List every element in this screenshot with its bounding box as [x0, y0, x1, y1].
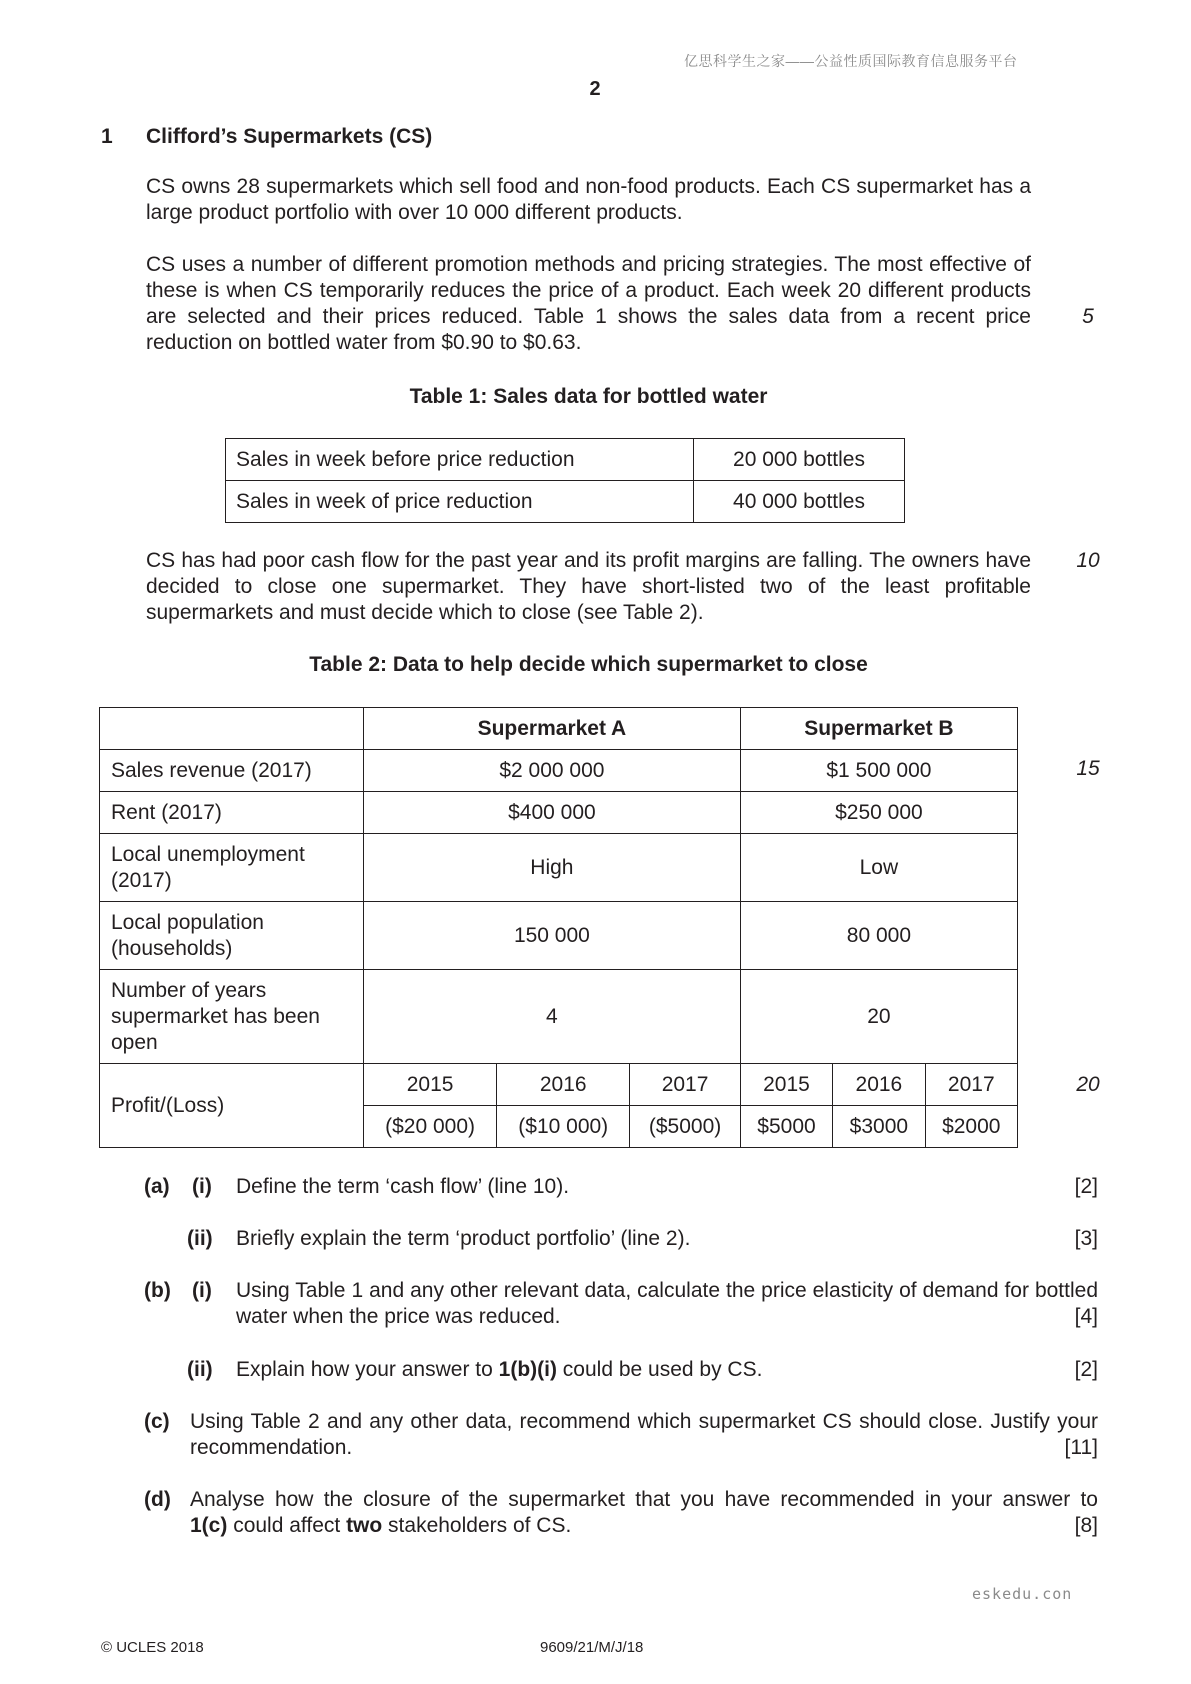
cell-a: 4: [364, 970, 741, 1064]
table1-label: Sales in week of price reduction: [226, 481, 694, 523]
part-b-ii-label: (ii): [187, 1358, 213, 1381]
question-number: 1: [101, 125, 113, 148]
header-supermarket-a: Supermarket A: [364, 708, 741, 750]
part-a-i-label: (i): [192, 1175, 212, 1198]
question-title: Clifford’s Supermarkets (CS): [146, 125, 433, 148]
profit-b: $5000: [740, 1106, 832, 1148]
header-supermarket-b: Supermarket B: [740, 708, 1017, 750]
table1-value: 20 000 bottles: [694, 439, 905, 481]
part-a-i-marks: [2]: [1074, 1175, 1098, 1198]
footer-copyright: © UCLES 2018: [101, 1639, 204, 1656]
line-number-20: 20: [1076, 1073, 1100, 1096]
cell-a: High: [364, 834, 741, 902]
row-label: Rent (2017): [100, 792, 364, 834]
table2-caption: Table 2: Data to help decide which supermarket to close: [309, 653, 868, 676]
part-d-text-line2: [190, 1513, 990, 1539]
table-row: [100, 902, 1018, 970]
profit-b: $3000: [833, 1106, 925, 1148]
table-row: [226, 439, 905, 481]
part-b-ii-text: [236, 1357, 1016, 1383]
line-number-15: 15: [1076, 757, 1100, 780]
table-row: [100, 792, 1018, 834]
part-b-i-marks: [4]: [1074, 1305, 1098, 1328]
line-number-5: 5: [1082, 305, 1094, 328]
part-d-emph: two: [346, 1514, 383, 1537]
row-label: Profit/(Loss): [100, 1064, 364, 1148]
table-row: [100, 750, 1018, 792]
table2: [99, 707, 1018, 1148]
paragraph-3: CS has had poor cash flow for the past year and its profit margins are falling. The owners have decided to close one supermarket. They have short-listed two of the least profitable supermarkets and must decide which to close (see Table 2).: [146, 549, 1031, 624]
page-number: 2: [589, 78, 601, 100]
table-row: [226, 481, 905, 523]
line-number-10: 10: [1076, 549, 1100, 572]
part-b-i-label: (i): [192, 1279, 212, 1302]
part-c-label: (c): [144, 1410, 170, 1433]
cell-b: $1 500 000: [740, 750, 1017, 792]
cell-b: 80 000: [740, 902, 1017, 970]
profit-a: ($5000): [630, 1106, 740, 1148]
table1-label: Sales in week before price reduction: [226, 439, 694, 481]
cell-a: 150 000: [364, 902, 741, 970]
part-d-text-end: stakeholders of CS.: [382, 1514, 572, 1537]
table1: [225, 438, 905, 523]
part-a-ii-marks: [3]: [1074, 1227, 1098, 1250]
profit-a: ($10 000): [497, 1106, 630, 1148]
profit-a: ($20 000): [364, 1106, 497, 1148]
year-b: 2017: [925, 1064, 1017, 1106]
part-a-ii-text: Briefly explain the term ‘product portfolio’ (line 2).: [236, 1227, 691, 1250]
part-b-label: (b): [144, 1279, 171, 1302]
footer-watermark: eskedu.con: [972, 1585, 1073, 1603]
part-b-ii-text-pre: Explain how your answer to: [236, 1358, 499, 1381]
part-c-text: Using Table 2 and any other data, recommend which supermarket CS should close. Justify your recommendation.: [190, 1410, 1098, 1459]
table2-corner: [100, 708, 364, 750]
table-row: [100, 970, 1018, 1064]
cell-b: $250 000: [740, 792, 1017, 834]
paragraph-2: CS uses a number of different promotion methods and pricing strategies. The most effective of these is when CS temporarily reduces the price of a product. Each week 20 different products are selected and their prices reduced. Table 1 shows the sales data from a recent price reduction on bottled water from $0.90 to $0.63.: [146, 253, 1031, 354]
year-b: 2016: [833, 1064, 925, 1106]
row-label: Local population (households): [100, 902, 364, 970]
table-row: [100, 708, 1018, 750]
part-d-ref: 1(c): [190, 1514, 228, 1537]
table1-caption: Table 1: Sales data for bottled water: [409, 385, 768, 408]
year-b: 2015: [740, 1064, 832, 1106]
cell-a: $400 000: [364, 792, 741, 834]
part-d-label: (d): [144, 1488, 171, 1511]
table-row: [100, 1064, 1018, 1106]
part-d-text-line1: Analyse how the closure of the supermarket that you have recommended in your answer to: [190, 1488, 1098, 1511]
part-b-i-text: Using Table 1 and any other relevant data, calculate the price elasticity of demand for bottled water when the price was reduced.: [236, 1279, 1098, 1328]
part-d-text-mid: could affect: [227, 1514, 347, 1537]
paragraph-1: CS owns 28 supermarkets which sell food and non-food products. Each CS supermarket has a large product portfolio with over 10 000 different products.: [146, 175, 1031, 224]
part-c-marks: [11]: [1064, 1436, 1098, 1459]
cell-a: $2 000 000: [364, 750, 741, 792]
profit-b: $2000: [925, 1106, 1017, 1148]
row-label: Number of years supermarket has been open: [100, 970, 364, 1064]
footer-code: 9609/21/M/J/18: [540, 1639, 644, 1656]
year-a: 2017: [630, 1064, 740, 1106]
table1-value: 40 000 bottles: [694, 481, 905, 523]
part-a-i-text: Define the term ‘cash flow’ (line 10).: [236, 1175, 570, 1198]
cell-b: 20: [740, 970, 1017, 1064]
part-a-ii-label: (ii): [187, 1227, 213, 1250]
part-a-label: (a): [144, 1175, 170, 1198]
part-d-marks: [8]: [1074, 1514, 1098, 1537]
table-row: [100, 834, 1018, 902]
row-label: Sales revenue (2017): [100, 750, 364, 792]
year-a: 2015: [364, 1064, 497, 1106]
part-b-ii-marks: [2]: [1074, 1358, 1098, 1381]
row-label: Local unemployment (2017): [100, 834, 364, 902]
header-watermark: 亿思科学生之家——公益性质国际教育信息服务平台: [684, 53, 1018, 69]
part-b-ii-text-post: could be used by CS.: [556, 1358, 763, 1381]
cell-b: Low: [740, 834, 1017, 902]
part-b-ii-text-ref: 1(b)(i): [498, 1358, 557, 1381]
year-a: 2016: [497, 1064, 630, 1106]
